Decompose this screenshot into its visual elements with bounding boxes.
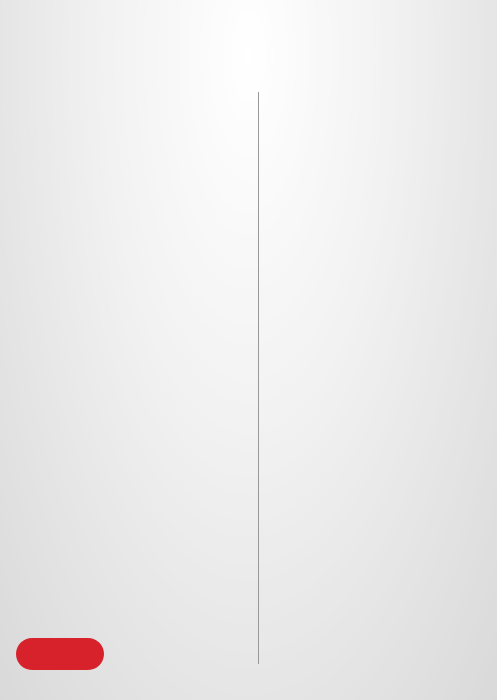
topbooks-watermark-logo <box>16 634 206 674</box>
logo-top-text <box>16 638 104 670</box>
column-divider <box>258 92 259 664</box>
